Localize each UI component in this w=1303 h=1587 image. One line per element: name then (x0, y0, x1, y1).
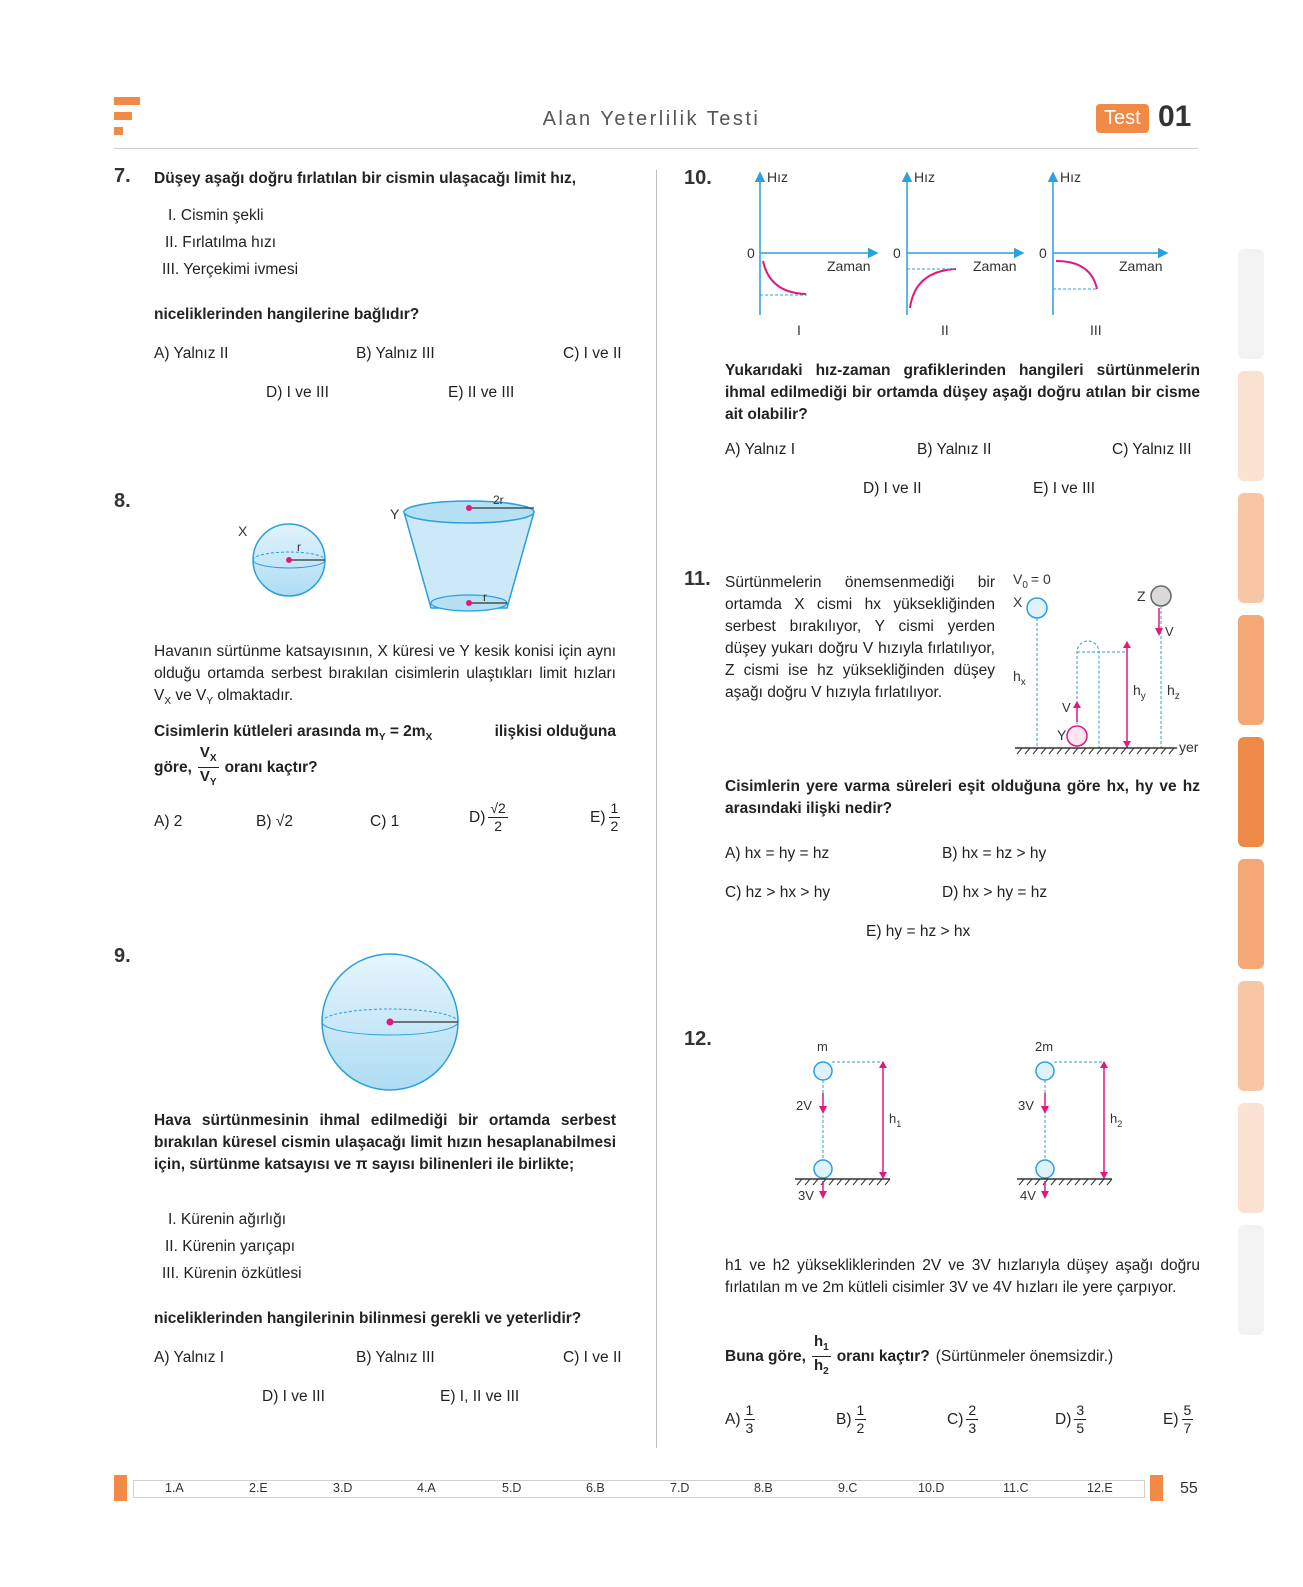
question-12-number: 12. (684, 1028, 712, 1050)
frustum-top-center (466, 505, 472, 511)
question-11-option-c[interactable]: C) hz > hx > hy (725, 884, 831, 901)
answer-6: 6.B (586, 1481, 605, 1495)
answer-11: 11.C (1003, 1481, 1029, 1495)
svg-text:hx: $h_x$ (1013, 668, 1026, 688)
question-7-item-2: II. Fırlatılma hızı (165, 234, 277, 251)
object-y-velocity: V (1062, 700, 1071, 715)
question-8-q-d: göre, (154, 758, 192, 776)
sphere-radius-label: r (297, 540, 301, 554)
question-9-item-3: III. Kürenin özkütlesi (162, 1265, 302, 1282)
question-9-option-c[interactable]: C) I ve II (563, 1349, 622, 1366)
side-tab-9 (1238, 1225, 1264, 1335)
side-tab-2 (1238, 371, 1264, 481)
question-8-text (154, 641, 616, 713)
question-11-question: Cisimlerin yere varma süreleri eşit olduğuna göre hx, hy ve hz arasındaki ilişki nedir? (725, 778, 1200, 817)
question-11-option-b[interactable]: B) hx = hz > hy (942, 845, 1047, 862)
graph-label-2: II (941, 322, 949, 338)
side-tab-4 (1238, 615, 1264, 725)
column-divider (656, 170, 657, 1448)
svg-text:hz: $h_z$ (1167, 682, 1180, 702)
question-8-text-a: Havanın sürtünme katsayısının, X küresi ve Y kesik konisi için aynı olduğu ortamda serbest bırakılan cisimlerin ulaştıkları limit hızları (154, 643, 616, 682)
question-9-stem: Hava sürtünmesinin ihmal edilmediği bir ortamda serbest bırakılan küresel cismin ulaşacağı limit hızın hesaplanabilmesi için, sürtünme katsayısı ve π sayısı bilinenleri ile birlikte; (154, 1112, 616, 1173)
answer-8: 8.B (754, 1481, 773, 1495)
side-tab-6 (1238, 859, 1264, 969)
frustum-label-y: Y (390, 506, 400, 522)
object-x-label: X (1013, 594, 1023, 610)
svg-text:0: 0 (1039, 245, 1047, 261)
question-10-option-d[interactable]: D) I ve II (863, 480, 922, 497)
question-10-option-b[interactable]: B) Yalnız II (917, 441, 992, 458)
question-8-text-b: olmaktadır. (217, 687, 294, 704)
frustum-top-radius: 2r (493, 495, 504, 507)
test-badge: Test (1096, 104, 1149, 133)
answer-5: 5.D (502, 1481, 522, 1495)
answer-4: 4.A (417, 1481, 436, 1495)
question-8-option-b[interactable]: B) √2 (256, 813, 293, 830)
page-number: 55 (1180, 1480, 1198, 1497)
vx-over-vy-fraction: $\frac{V_X}{V_Y}$ (199, 744, 217, 788)
answer-10: 10.D (918, 1481, 945, 1495)
question-10-graphs (735, 165, 1195, 345)
question-8-number: 8. (114, 490, 131, 512)
answer-3: 3.D (333, 1481, 353, 1495)
frustum-bottom-radius: r (483, 590, 487, 604)
question-7-stem: Düşey aşağı doğru fırlatılan bir cismin ulaşacağı limit hız, (154, 170, 577, 187)
side-tab-7 (1238, 981, 1264, 1091)
question-9-option-d[interactable]: D) I ve III (262, 1388, 325, 1405)
sphere-center (286, 557, 292, 563)
vy-symbol: V (196, 687, 207, 704)
svg-text:3V: 3V (798, 1188, 814, 1203)
object-y (1067, 726, 1087, 746)
sphere-label-x: X (238, 523, 248, 539)
question-9-sphere-figure (318, 950, 463, 1095)
vx-sub: X (164, 696, 172, 708)
question-9-option-a[interactable]: A) Yalnız I (154, 1349, 225, 1366)
question-12-figure (790, 1035, 1130, 1235)
question-10-number: 10. (684, 167, 712, 189)
object-y-label: Y (1057, 727, 1067, 743)
question-7-option-b[interactable]: B) Yalnız III (356, 345, 435, 362)
question-12-text: h1 ve h2 yüksekliklerinden 2V ve 3V hızlarıyla düşey aşağı doğru fırlatılan m ve 2m kütleli cisimler 3V ve 4V hızları ile yere çarpıyor. (725, 1257, 1200, 1296)
footer-mark-right (1150, 1475, 1163, 1501)
question-8-option-a[interactable]: A) 2 (154, 813, 183, 830)
answer-12: 12.E (1087, 1481, 1113, 1495)
question-7-question: niceliklerinden hangilerine bağlıdır? (154, 306, 420, 323)
question-11-figure (1005, 570, 1205, 770)
svg-text:V0= 0: $V_0 = 0$ (1013, 571, 1051, 591)
question-12-option-b[interactable]: B) $\frac{1}{2}$ (836, 1402, 865, 1436)
question-7-item-3: III. Yerçekimi ivmesi (162, 261, 299, 278)
question-9-number: 9. (114, 945, 131, 967)
question-12-question: Buna göre, $\frac{h_1}{h_2}$ oranı kaçtır? (Sürtünmeler önemsizdir.) (725, 1333, 1114, 1377)
question-8-option-c[interactable]: C) 1 (370, 813, 400, 830)
answer-key-box (133, 1480, 1145, 1498)
question-10-option-a[interactable]: A) Yalnız I (725, 441, 796, 458)
answer-2: 2.E (249, 1481, 268, 1495)
svg-text:4V: 4V (1020, 1188, 1036, 1203)
object-z-velocity: V (1165, 624, 1174, 639)
question-11-stem: Sürtünmelerin önemsenmediği bir ortamda X cismi hx yüksekliğinden serbest bırakılıyor, Y cismi yerden düşey yukarı doğru V hızıyla fırlatılıyor, Z cismi ise hz yüksekliğinden düşey aşağı doğru V hızıyla fırlatılıyor. (725, 574, 995, 701)
question-8-question-line2 (154, 744, 318, 791)
question-8-option-d[interactable]: D) $\frac{√2}{2}$ (469, 800, 506, 834)
question-8-figure (230, 495, 560, 630)
question-7-option-d[interactable]: D) I ve III (266, 384, 329, 401)
question-11-option-e[interactable]: E) hy = hz > hx (866, 923, 971, 940)
question-10-stem: Yukarıdaki hız-zaman grafiklerinden hangileri sürtünmelerin ihmal edilmediği bir ortamda düşey aşağı doğru atılan bir cisme ait olabilir? (725, 362, 1200, 423)
svg-text:Zaman: Zaman (827, 258, 871, 274)
svg-text:Zaman: Zaman (973, 258, 1017, 274)
svg-text:Hız: Hız (914, 169, 935, 185)
answer-1: 1.A (165, 1481, 184, 1495)
question-10-option-c[interactable]: C) Yalnız III (1112, 441, 1192, 458)
graph-label-1: I (797, 322, 801, 338)
logo-bar-top (114, 97, 140, 105)
question-7-option-e[interactable]: E) II ve III (448, 384, 515, 401)
test-number: 01 (1158, 100, 1192, 133)
answer-7: 7.D (670, 1481, 690, 1495)
ground-label: yer (1179, 739, 1199, 755)
question-8-q-a: Cisimlerin kütleleri arasında $m_Y = 2m_X$ (154, 723, 433, 744)
question-12-option-d[interactable]: D) $\frac{3}{5}$ (1055, 1402, 1085, 1436)
footer-mark-left (114, 1475, 127, 1501)
side-tab-5 (1238, 737, 1264, 847)
vx-symbol: V (154, 687, 165, 704)
object-x (1027, 598, 1047, 618)
question-9-item-2: II. Kürenin yarıçapı (165, 1238, 296, 1255)
svg-text:Hız: Hız (1060, 169, 1081, 185)
header-divider (114, 148, 1198, 149)
question-9-option-b[interactable]: B) Yalnız III (356, 1349, 435, 1366)
vy-sub: Y (206, 696, 214, 708)
svg-text:h1: $h_1$ (889, 1111, 902, 1129)
question-12-option-a[interactable]: A) $\frac{1}{3}$ (725, 1402, 754, 1436)
question-7-option-a[interactable]: A) Yalnız II (154, 345, 229, 362)
side-tab-3 (1238, 493, 1264, 603)
question-8-option-e[interactable]: E) $\frac{1}{2}$ (590, 800, 619, 834)
question-9-question: niceliklerinden hangilerinin bilinmesi gerekli ve yeterlidir? (154, 1310, 582, 1327)
answer-9: 9.C (838, 1481, 858, 1495)
question-9-option-e[interactable]: E) I, II ve III (440, 1388, 520, 1405)
svg-text:0: 0 (893, 245, 901, 261)
side-tab-8 (1238, 1103, 1264, 1213)
question-11-option-a[interactable]: A) hx = hy = hz (725, 845, 830, 862)
question-9-item-1: I. Kürenin ağırlığı (168, 1211, 287, 1228)
question-8-q-c: ilişkisi olduğuna (494, 723, 616, 740)
svg-text:3V: 3V (1018, 1098, 1034, 1113)
sphere-center (387, 1019, 394, 1026)
mass-m-label: m (817, 1039, 828, 1054)
graph-label-3: III (1090, 322, 1102, 338)
question-11-option-d[interactable]: D) hx > hy = hz (942, 884, 1048, 901)
question-7-option-c[interactable]: C) I ve II (563, 345, 622, 362)
question-7-number: 7. (114, 165, 131, 187)
question-12-option-e[interactable]: E) $\frac{5}{7}$ (1163, 1402, 1192, 1436)
and-word: ve (175, 687, 192, 704)
question-11-number: 11. (684, 568, 711, 590)
question-8-q-e: oranı kaçtır? (224, 758, 318, 776)
frustum-bottom-center (466, 600, 472, 606)
question-12-option-c[interactable]: C) $\frac{2}{3}$ (947, 1402, 977, 1436)
svg-text:0: 0 (747, 245, 755, 261)
object-z-label: Z (1137, 588, 1146, 604)
mass-2m-label: 2m (1035, 1039, 1054, 1054)
svg-text:2V: 2V (796, 1098, 812, 1113)
svg-text:hy: $h_y$ (1133, 682, 1146, 702)
svg-text:h2: $h_2$ (1110, 1111, 1123, 1129)
question-10-option-e[interactable]: E) I ve III (1033, 480, 1096, 497)
side-tab-1 (1238, 249, 1264, 359)
object-z (1151, 586, 1171, 606)
svg-text:Hız: Hız (767, 169, 788, 185)
page-title: Alan Yeterlilik Testi (542, 108, 761, 130)
svg-text:Zaman: Zaman (1119, 258, 1163, 274)
question-7-item-1: I. Cismin şekli (168, 207, 264, 224)
